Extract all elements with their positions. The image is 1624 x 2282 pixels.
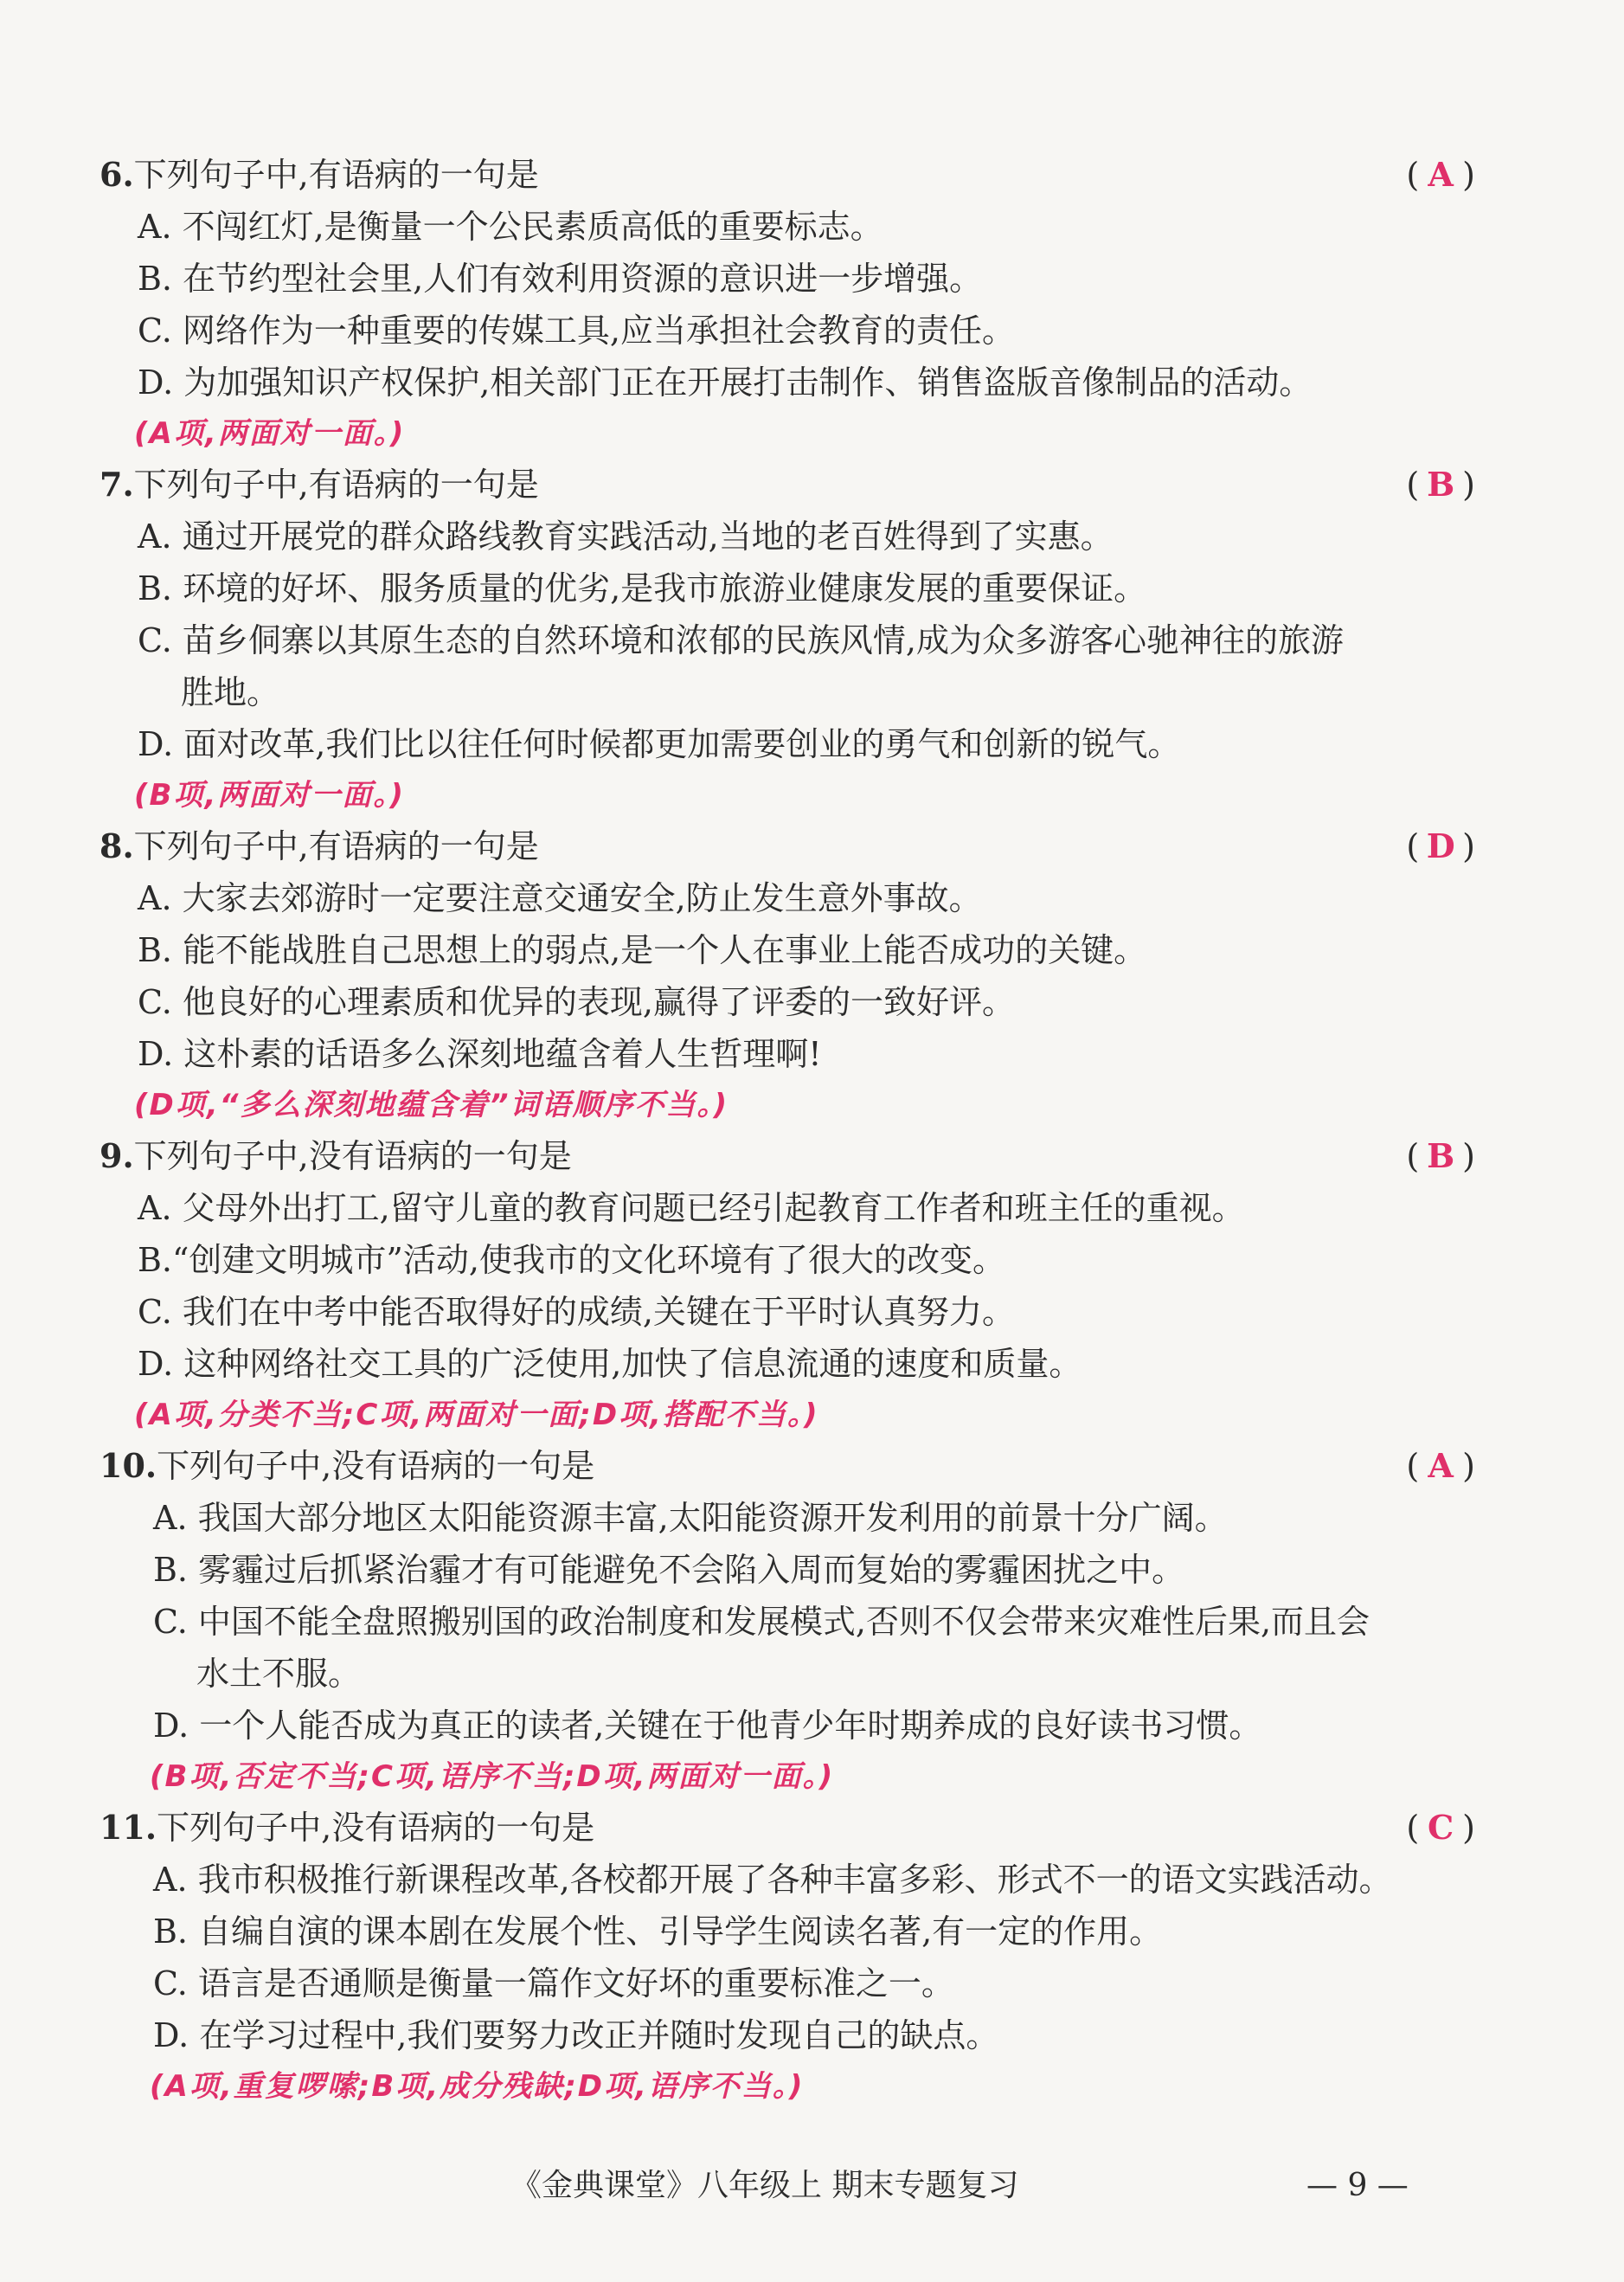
question-block (99, 149, 1475, 459)
option-text: A. 我市积极推行新课程改革,各校都开展了各种丰富多彩、形式不一的语文实践活动。 (153, 1861, 1392, 1899)
option-text: D. 这种网络社交工具的广泛使用,加快了信息流通的速度和质量。 (138, 1345, 1082, 1383)
answer-paren-open: ( (1406, 1447, 1420, 1485)
option-item (99, 1028, 1475, 1080)
answer-paren-close: ) (1462, 1809, 1475, 1847)
option-item (99, 1234, 1475, 1286)
question-stem (99, 1130, 1475, 1182)
option-text: C. 苗乡侗寨以其原生态的自然环境和浓郁的民族风情,成为众多游客心驰神往的旅游 (138, 621, 1344, 659)
option-text: C. 他良好的心理素质和优异的表现,赢得了评委的一致好评。 (138, 983, 1015, 1021)
question-list (99, 149, 1475, 2112)
option-text-continued: 水土不服。 (196, 1655, 362, 1693)
question-number: 7. (99, 465, 134, 504)
answer-bracket (1406, 1440, 1475, 1492)
question-block (99, 820, 1475, 1130)
answer-letter: A (1428, 1446, 1454, 1485)
option-text: B. 能不能战胜自己思想上的弱点,是一个人在事业上能否成功的关键。 (138, 931, 1147, 969)
question-stem (99, 1440, 1475, 1492)
option-text: B.“创建文明城市”活动,使我市的文化环境有了很大的改变。 (138, 1241, 1005, 1279)
option-text: D. 为加强知识产权保护,相关部门正在开展打击制作、销售盗版音像制品的活动。 (138, 363, 1313, 402)
question-stem (99, 149, 1475, 201)
option-item (99, 357, 1475, 408)
option-item (99, 1492, 1475, 1544)
question-number: 9. (99, 1136, 134, 1175)
option-item (99, 2009, 1475, 2061)
question-number: 8. (99, 826, 134, 865)
answer-paren-open: ( (1406, 1137, 1420, 1175)
page-number: — 9 — (1306, 2168, 1409, 2203)
option-text: B. 在节约型社会里,人们有效利用资源的意识进一步增强。 (138, 260, 983, 298)
answer-explanation: (B项,两面对一面。) (134, 778, 405, 813)
option-text: D. 这朴素的话语多么深刻地蕴含着人生哲理啊! (138, 1035, 822, 1073)
option-text: D. 面对改革,我们比以往任何时候都更加需要创业的勇气和创新的锐气。 (138, 725, 1181, 763)
option-item (99, 1544, 1475, 1596)
answer-explanation: (A项,分类不当;C项,两面对一面;D项,搭配不当。) (134, 1398, 819, 1432)
option-text: A. 通过开展党的群众路线教育实践活动,当地的老百姓得到了实惠。 (138, 517, 1114, 556)
option-item (99, 718, 1475, 770)
option-text: B. 雾霾过后抓紧治霾才有可能避免不会陷入周而复始的雾霾困扰之中。 (153, 1551, 1185, 1589)
question-block (99, 1440, 1475, 1802)
option-text: A. 我国大部分地区太阳能资源丰富,太阳能资源开发利用的前景十分广阔。 (153, 1499, 1228, 1537)
option-item (99, 511, 1475, 562)
answer-paren-close: ) (1462, 827, 1475, 865)
option-item (99, 305, 1475, 357)
answer-explanation: (B项,否定不当;C项,语序不当;D项,两面对一面。) (150, 1759, 835, 1794)
answer-letter: B (1427, 1136, 1455, 1175)
page-footer (0, 2160, 1624, 2212)
option-text: C. 语言是否通顺是衡量一篇作文好坏的重要标准之一。 (153, 1964, 954, 2002)
option-text: B. 环境的好坏、服务质量的优劣,是我市旅游业健康发展的重要保证。 (138, 569, 1147, 607)
option-item (99, 253, 1475, 305)
option-item (99, 1286, 1475, 1338)
option-item (99, 1596, 1475, 1700)
option-text: A. 大家去郊游时一定要注意交通安全,防止发生意外事故。 (138, 879, 982, 917)
option-text: D. 一个人能否成为真正的读者,关键在于他青少年时期养成的良好读书习惯。 (153, 1707, 1262, 1745)
book-title: 《金典课堂》八年级上 期末专题复习 (510, 2168, 1019, 2203)
option-item (99, 201, 1475, 253)
answer-letter: D (1426, 826, 1455, 865)
question-text: 下列句子中,没有语病的一句是 (133, 1137, 572, 1175)
option-item (99, 1338, 1475, 1390)
answer-bracket (1406, 820, 1475, 872)
question-stem (99, 459, 1475, 511)
answer-paren-close: ) (1462, 156, 1475, 194)
answer-paren-close: ) (1462, 1137, 1475, 1175)
question-number: 11. (99, 1808, 157, 1847)
option-item (99, 924, 1475, 976)
option-item (99, 1854, 1475, 1906)
answer-explanation: (A项,两面对一面。) (134, 416, 406, 451)
option-item (99, 614, 1475, 718)
question-text: 下列句子中,有语病的一句是 (133, 466, 539, 504)
option-item (99, 976, 1475, 1028)
answer-paren-open: ( (1406, 156, 1420, 194)
question-block (99, 1130, 1475, 1440)
option-text: C. 网络作为一种重要的传媒工具,应当承担社会教育的责任。 (138, 312, 1015, 350)
option-item (99, 562, 1475, 614)
answer-paren-open: ( (1406, 1809, 1420, 1847)
option-item (99, 1906, 1475, 1957)
option-text: A. 父母外出打工,留守儿童的教育问题已经引起教育工作者和班主任的重视。 (138, 1189, 1245, 1227)
question-number: 6. (99, 155, 134, 194)
answer-explanation: (D项,“多么深刻地蕴含着”词语顺序不当。) (134, 1088, 729, 1122)
option-text: A. 不闯红灯,是衡量一个公民素质高低的重要标志。 (138, 208, 883, 246)
question-text: 下列句子中,没有语病的一句是 (157, 1809, 595, 1847)
answer-paren-open: ( (1406, 827, 1420, 865)
answer-explanation: (A项,重复啰嗦;B项,成分残缺;D项,语序不当。) (150, 2069, 805, 2104)
question-block (99, 1802, 1475, 2112)
option-item (99, 1700, 1475, 1752)
question-text: 下列句子中,有语病的一句是 (133, 156, 539, 194)
question-block (99, 459, 1475, 820)
answer-bracket (1406, 459, 1475, 511)
question-text: 下列句子中,没有语病的一句是 (157, 1447, 595, 1485)
answer-bracket (1406, 1130, 1475, 1182)
answer-bracket (1406, 149, 1475, 201)
option-item (99, 1182, 1475, 1234)
option-text: C. 我们在中考中能否取得好的成绩,关键在于平时认真努力。 (138, 1293, 1015, 1331)
question-stem (99, 820, 1475, 872)
answer-bracket (1406, 1802, 1475, 1854)
question-number: 10. (99, 1446, 157, 1485)
option-item (99, 1957, 1475, 2009)
answer-letter: C (1428, 1808, 1454, 1847)
option-text: B. 自编自演的课本剧在发展个性、引导学生阅读名著,有一定的作用。 (153, 1912, 1163, 1951)
answer-paren-open: ( (1406, 466, 1420, 504)
option-text: C. 中国不能全盘照搬别国的政治制度和发展模式,否则不仅会带来灾难性后果,而且会 (153, 1603, 1370, 1641)
option-item (99, 872, 1475, 924)
option-text: D. 在学习过程中,我们要努力改正并随时发现自己的缺点。 (153, 2016, 999, 2054)
answer-paren-close: ) (1462, 1447, 1475, 1485)
answer-paren-close: ) (1462, 466, 1475, 504)
answer-letter: A (1428, 155, 1454, 194)
answer-letter: B (1427, 465, 1455, 504)
question-stem (99, 1802, 1475, 1854)
question-text: 下列句子中,有语病的一句是 (133, 827, 539, 865)
option-text-continued: 胜地。 (181, 673, 280, 711)
